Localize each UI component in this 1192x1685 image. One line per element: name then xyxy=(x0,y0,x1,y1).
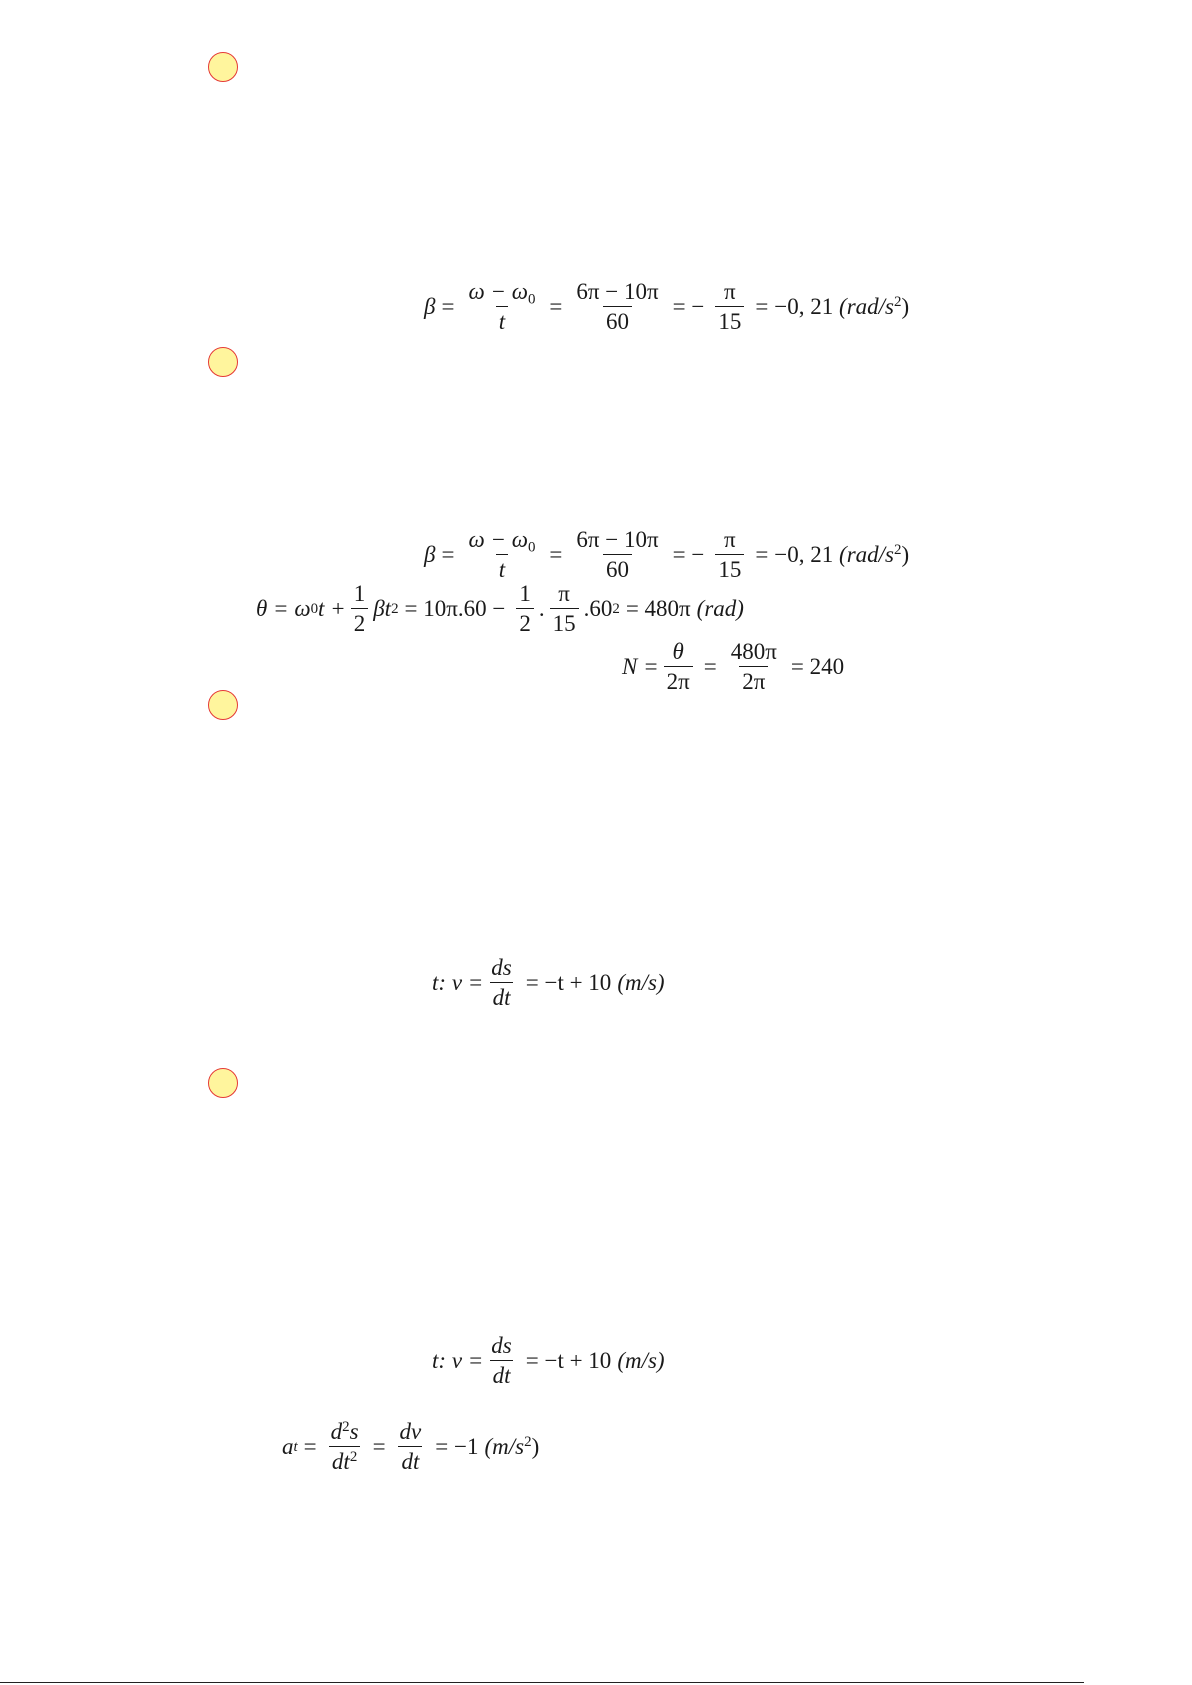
denominator: 15 xyxy=(715,306,744,333)
fraction xyxy=(488,956,514,1009)
numerator: dv xyxy=(399,1419,422,1444)
numerator: 6π − 10π xyxy=(576,527,659,552)
equation-beta: β = $\frac{\omega - \omega_0}{t}$ = $\frac{6\pi - 10\pi}{60}$ = − $\frac{\pi}{15}$ = −0, 21 $(rad/s^2)$ xyxy=(424,279,910,334)
numerator: 480π xyxy=(730,639,777,664)
page-bottom-rule xyxy=(0,1682,1084,1683)
fraction xyxy=(328,1420,362,1473)
unit: (rad) xyxy=(696,596,744,621)
numerator: π xyxy=(724,527,736,552)
subscript: t xyxy=(293,1438,298,1455)
fraction xyxy=(728,640,780,693)
denominator: 15 xyxy=(550,608,579,635)
result-value: = 240 xyxy=(790,654,845,679)
equation-velocity xyxy=(432,1334,665,1387)
denominator: 2 xyxy=(516,608,534,635)
fraction xyxy=(488,1334,514,1387)
middle-term: = 10π.60 − xyxy=(404,596,506,621)
denominator: dt xyxy=(490,1360,514,1387)
v-lhs: v = xyxy=(451,970,484,995)
numerator: π xyxy=(558,581,570,606)
section-marker xyxy=(208,347,238,377)
denominator: t xyxy=(498,309,506,334)
theta-lhs: θ = ω xyxy=(256,596,311,621)
numerator: 6π − 10π xyxy=(576,279,659,304)
t-prefix: t: xyxy=(432,1348,447,1373)
exponent: 2 xyxy=(349,1448,358,1465)
fraction xyxy=(573,528,661,581)
denominator: dt xyxy=(398,1446,422,1473)
fraction xyxy=(465,528,538,581)
fraction xyxy=(465,280,538,333)
numerator: d xyxy=(330,1419,343,1444)
numerator: θ xyxy=(672,639,684,664)
subscript: 0 xyxy=(527,291,536,308)
section-marker xyxy=(208,1068,238,1098)
section-marker xyxy=(208,52,238,82)
subscript: 0 xyxy=(527,539,536,556)
result-value: = −1 xyxy=(435,1434,479,1459)
denominator: dt xyxy=(331,1449,350,1474)
equation-n: N = $\frac{\theta}{2\pi}$ = $\frac{480\pi}{2\pi}$ = 240 xyxy=(622,639,845,694)
numerator: ω − ω xyxy=(468,527,528,552)
beta-symbol: β xyxy=(424,294,436,319)
numerator: ω − ω xyxy=(468,279,528,304)
denominator: 2π xyxy=(664,666,693,693)
denominator: 2π xyxy=(739,666,768,693)
section-marker xyxy=(208,690,238,720)
unit: $(rad/s^2)$ xyxy=(839,293,910,319)
fraction xyxy=(397,1420,425,1473)
a-lhs: a xyxy=(282,1434,294,1459)
result-value: −0, 21 xyxy=(774,294,834,319)
numerator: π xyxy=(724,279,736,304)
n-lhs: N = xyxy=(622,654,659,679)
denominator: 15 xyxy=(715,554,744,581)
fraction xyxy=(664,640,693,693)
result-value: = 480π xyxy=(625,596,691,621)
fraction xyxy=(573,280,661,333)
denominator: 60 xyxy=(603,306,632,333)
result-value: = −t + 10 xyxy=(525,1348,612,1373)
t-prefix: t: xyxy=(432,970,447,995)
t-term: t + xyxy=(318,596,346,621)
sixty-term: .60 xyxy=(583,596,613,621)
equation-velocity xyxy=(432,956,665,1009)
beta-symbol: β xyxy=(424,542,436,567)
result-value: = −t + 10 xyxy=(525,970,612,995)
fraction xyxy=(351,582,369,635)
exponent: 2 xyxy=(342,1418,350,1435)
fraction xyxy=(550,582,579,635)
numerator: ds xyxy=(491,1333,512,1358)
beta-t-term: βt xyxy=(373,596,392,621)
result-value: −0, 21 xyxy=(774,542,834,567)
numerator-tail: s xyxy=(349,1419,359,1444)
equation-theta: θ = ω 0 t + $\frac{1}{2}$ βt 2 = 10π.60 − $\frac{1}{2}$ . $\frac{\pi}{15}$ .60 2 = 480π (rad) xyxy=(256,581,744,636)
numerator: ds xyxy=(491,955,512,980)
unit: $(m/s^2)$ xyxy=(484,1433,540,1459)
unit: (m/s) xyxy=(617,1348,665,1373)
fraction xyxy=(516,582,534,635)
fraction xyxy=(715,528,744,581)
fraction xyxy=(715,280,744,333)
denominator: dt xyxy=(490,982,514,1009)
denominator: t xyxy=(498,557,506,582)
equation-tangential-acceleration: a t = $\frac{d^2s}{dt^2}$ = $\frac{dv}{dt}$ = −1 $(m/s^2)$ xyxy=(282,1418,540,1474)
numerator: 1 xyxy=(519,581,531,606)
numerator: 1 xyxy=(353,581,366,606)
denominator: 2 xyxy=(351,608,369,635)
denominator: 60 xyxy=(603,554,632,581)
equation-beta: β = $\frac{\omega - \omega_0}{t}$ = $\frac{6\pi - 10\pi}{60}$ = − $\frac{\pi}{15}$ = −0, 21 $(rad/s^2)$ xyxy=(424,527,910,582)
unit: (m/s) xyxy=(617,970,665,995)
unit: $(rad/s^2)$ xyxy=(839,541,910,567)
v-lhs: v = xyxy=(451,1348,484,1373)
